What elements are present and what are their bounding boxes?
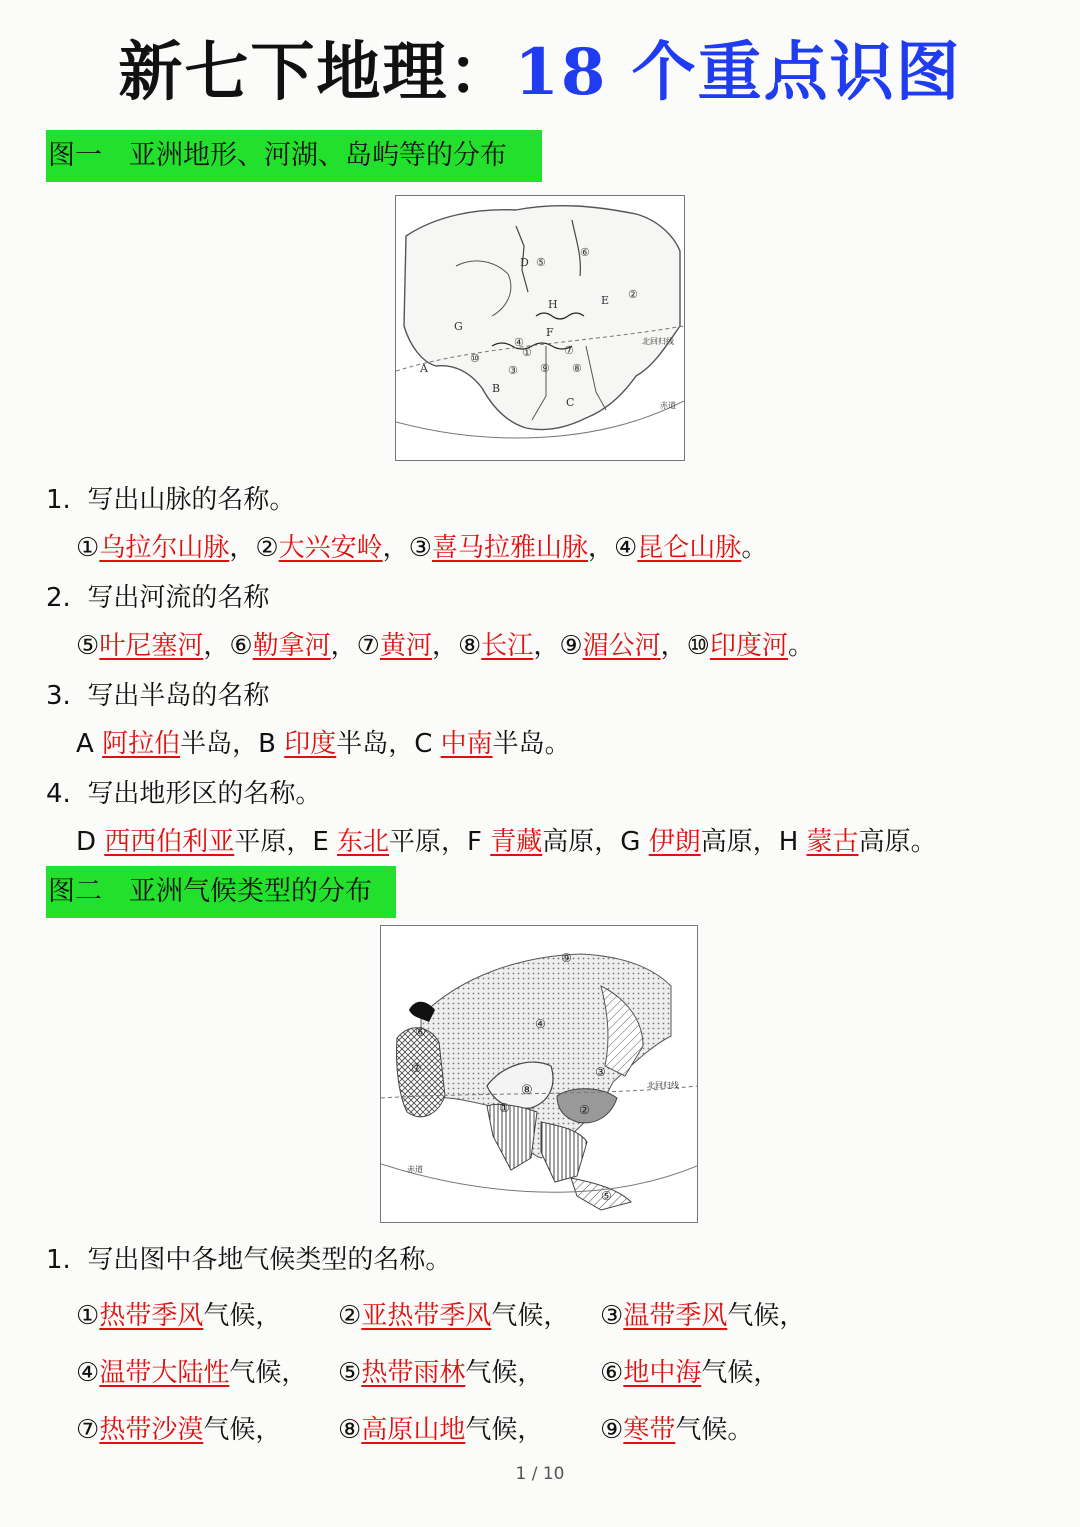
- fig2-heading: 图二 亚洲气候类型的分布: [46, 866, 396, 918]
- map-label-tropic: 北回归线: [642, 337, 674, 346]
- map-label-n5: ⑤: [601, 1189, 612, 1203]
- fig1-q4-label: 4. 写出地形区的名称。: [46, 779, 322, 809]
- fig2-row1-col1: ①热带季风气候，: [76, 1301, 282, 1331]
- fig2-row1-col2: ②亚热带季风气候，: [338, 1301, 570, 1331]
- asia-climate-map: [380, 925, 698, 1223]
- map-label-h: H: [548, 298, 558, 311]
- fig2-row2-col3: ⑥地中海气候，: [600, 1358, 780, 1388]
- map-label-d: D: [520, 256, 529, 269]
- map-label-n5: ⑤: [536, 256, 546, 269]
- map-label-n4: ④: [514, 336, 524, 349]
- map-label-g: G: [454, 320, 463, 333]
- map-label-n1: ①: [522, 346, 532, 359]
- map-label-n9: ⑨: [561, 951, 572, 965]
- title-prefix: 新七下地理：: [118, 35, 515, 110]
- page-title: [0, 28, 1080, 118]
- page-number: 1 / 10: [515, 1464, 565, 1484]
- map-label-n7: ⑦: [411, 1061, 422, 1075]
- map-label-e: E: [601, 294, 610, 307]
- asia-terrain-map: [395, 195, 685, 461]
- title-highlight: 18 个重点识图: [514, 35, 962, 110]
- fig2-row3-col2: ⑧高原山地气候，: [338, 1415, 544, 1445]
- map-label-equator: 赤道: [407, 1165, 423, 1174]
- map-label-n6: ⑥: [415, 1025, 426, 1039]
- map-label-n3: ③: [508, 364, 518, 377]
- fig2-row1-col3: ③温带季风气候，: [600, 1301, 806, 1331]
- map-label-n9: ⑨: [540, 362, 550, 375]
- fig2-row2-col2: ⑤热带雨林气候，: [338, 1358, 544, 1388]
- fig1-q1-label: 1. 写出山脉的名称。: [46, 485, 296, 515]
- map-label-n6: ⑥: [580, 246, 590, 259]
- map-label-a: A: [420, 362, 428, 375]
- fig1-q4-answer: D 西西伯利亚平原，E 东北平原，F 青藏高原，G 伊朗高原，H 蒙古高原。: [76, 827, 937, 857]
- map-label-n7: ⑦: [564, 344, 574, 357]
- map-label-c: C: [566, 396, 575, 409]
- map-label-n1: ①: [499, 1101, 510, 1115]
- map-label-n3: ③: [595, 1065, 606, 1079]
- map-label-n2: ②: [628, 288, 638, 301]
- fig2-row3-col3: ⑨寒带气候。: [600, 1415, 754, 1445]
- fig1-q2-answer: ⑤叶尼塞河，⑥勒拿河，⑦黄河，⑧长江，⑨湄公河，⑩印度河。: [76, 631, 814, 661]
- map-label-f: F: [546, 326, 554, 339]
- map-label-n8: ⑧: [572, 362, 582, 375]
- map-label-b: B: [492, 382, 501, 395]
- map-label-tropic: 北回归线: [647, 1081, 679, 1090]
- fig1-q3-answer: A 阿拉伯半岛，B 印度半岛，C 中南半岛。: [76, 729, 571, 759]
- map-label-n8: ⑧: [521, 1083, 533, 1098]
- fig1-q3-label: 3. 写出半岛的名称: [46, 681, 270, 711]
- fig2-q1-label: 1. 写出图中各地气候类型的名称。: [46, 1245, 452, 1275]
- fig1-q2-label: 2. 写出河流的名称: [46, 583, 270, 613]
- map-label-n10: ⑩: [470, 352, 480, 365]
- map-label-equator: 赤道: [660, 401, 676, 410]
- fig1-q1-answer: ①乌拉尔山脉，②大兴安岭，③喜马拉雅山脉，④昆仑山脉。: [76, 533, 768, 563]
- map-label-n4: ④: [535, 1017, 546, 1031]
- fig1-heading: 图一 亚洲地形、河湖、岛屿等的分布: [46, 130, 542, 182]
- map-label-n2: ②: [579, 1103, 590, 1117]
- fig2-row2-col1: ④温带大陆性气候，: [76, 1358, 308, 1388]
- fig2-row3-col1: ⑦热带沙漠气候，: [76, 1415, 282, 1445]
